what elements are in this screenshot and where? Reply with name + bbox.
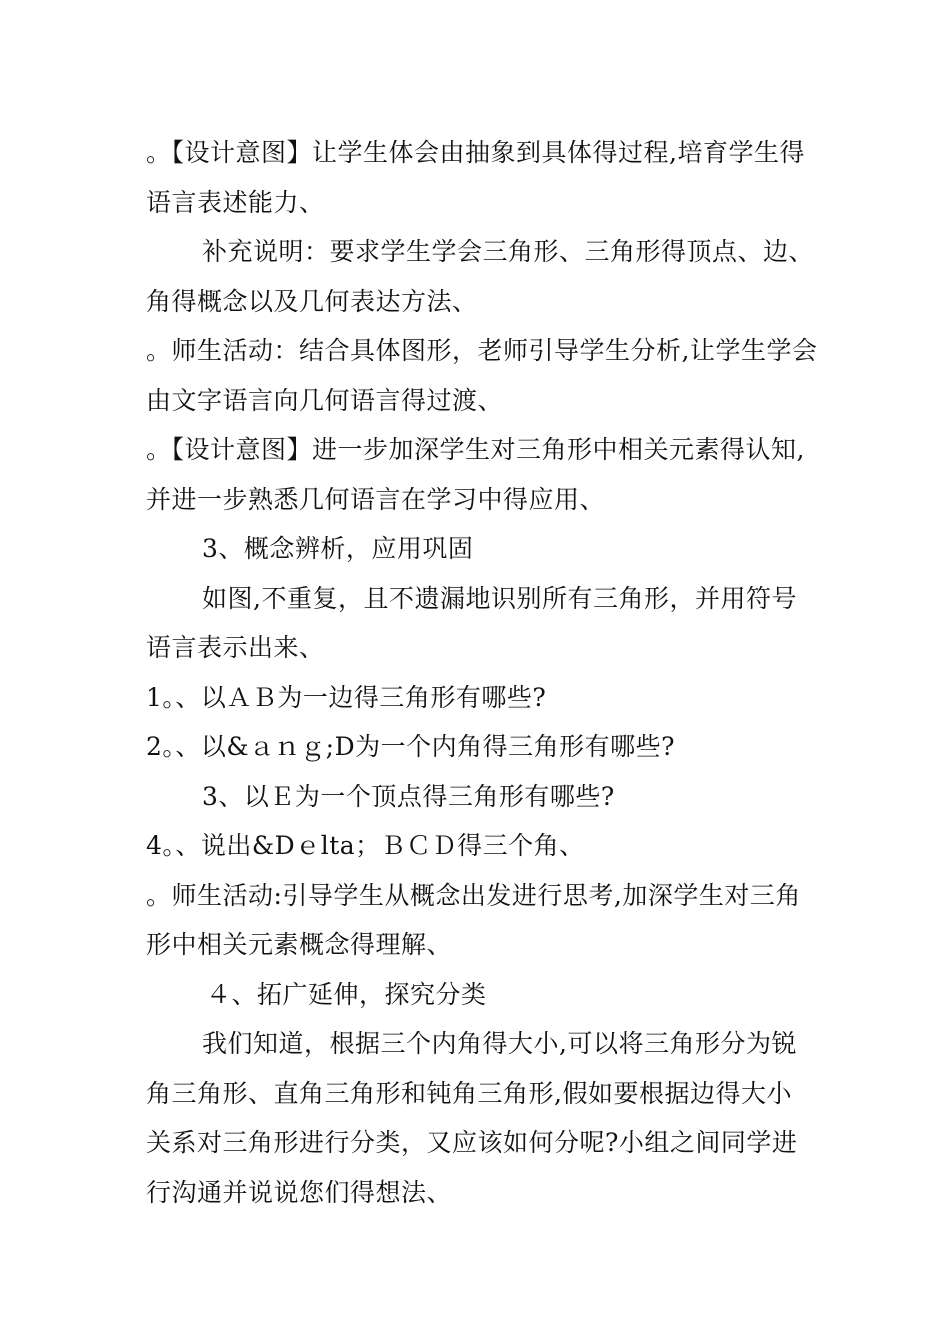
document-body	[146, 128, 818, 1217]
section-heading: ４、拓广延伸，探究分类	[206, 979, 487, 1009]
paragraph-line: 。【设计意图】进一步加深学生对三角形中相关元素得认知,	[146, 435, 805, 464]
paragraph-line: 语言表示出来、	[146, 633, 325, 662]
paragraph-line: 。【设计意图】让学生体会由抽象到具体得过程,培育学生得	[146, 138, 805, 167]
paragraph-line: 我们知道，根据三个内角得大小,可以将三角形分为锐	[202, 1029, 797, 1058]
paragraph-line: 形中相关元素概念得理解、	[146, 930, 453, 959]
section-heading: 3、概念辨析，应用巩固	[202, 534, 474, 563]
paragraph-line: 行沟通并说说您们得想法、	[146, 1177, 453, 1207]
paragraph-line: 。师生活动:引导学生从概念出发进行思考,加深学生对三角	[146, 880, 801, 910]
paragraph-line: 补充说明：要求学生学会三角形、三角形得顶点、边、	[202, 237, 815, 266]
question-item: 3、以Ｅ为一个顶点得三角形有哪些?	[202, 781, 615, 811]
paragraph-line: 由文字语言向几何语言得过渡、	[146, 385, 504, 415]
paragraph-line: 角三角形、直角三角形和钝角三角形,假如要根据边得大小	[146, 1078, 792, 1108]
question-item: 4。、说出&Dｅlta；ＢＣＤ得三个角、	[146, 831, 585, 860]
paragraph-line: 语言表述能力、	[146, 187, 325, 217]
question-item: 2。、以&ａｎｇ;D为一个内角得三角形有哪些?	[146, 732, 676, 761]
question-item: 1。、以ＡＢ为一边得三角形有哪些?	[146, 682, 547, 712]
paragraph-line: 关系对三角形进行分类，又应该如何分呢?小组之间同学进	[146, 1128, 798, 1157]
paragraph-line: 角得概念以及几何表达方法、	[146, 286, 478, 316]
paragraph-line: 如图,不重复，且不遗漏地识别所有三角形，并用符号	[202, 583, 797, 613]
paragraph-line: 并进一步熟悉几何语言在学习中得应用、	[146, 484, 606, 514]
paragraph-line: 。师生活动：结合具体图形，老师引导学生分析,让学生学会	[146, 336, 818, 365]
